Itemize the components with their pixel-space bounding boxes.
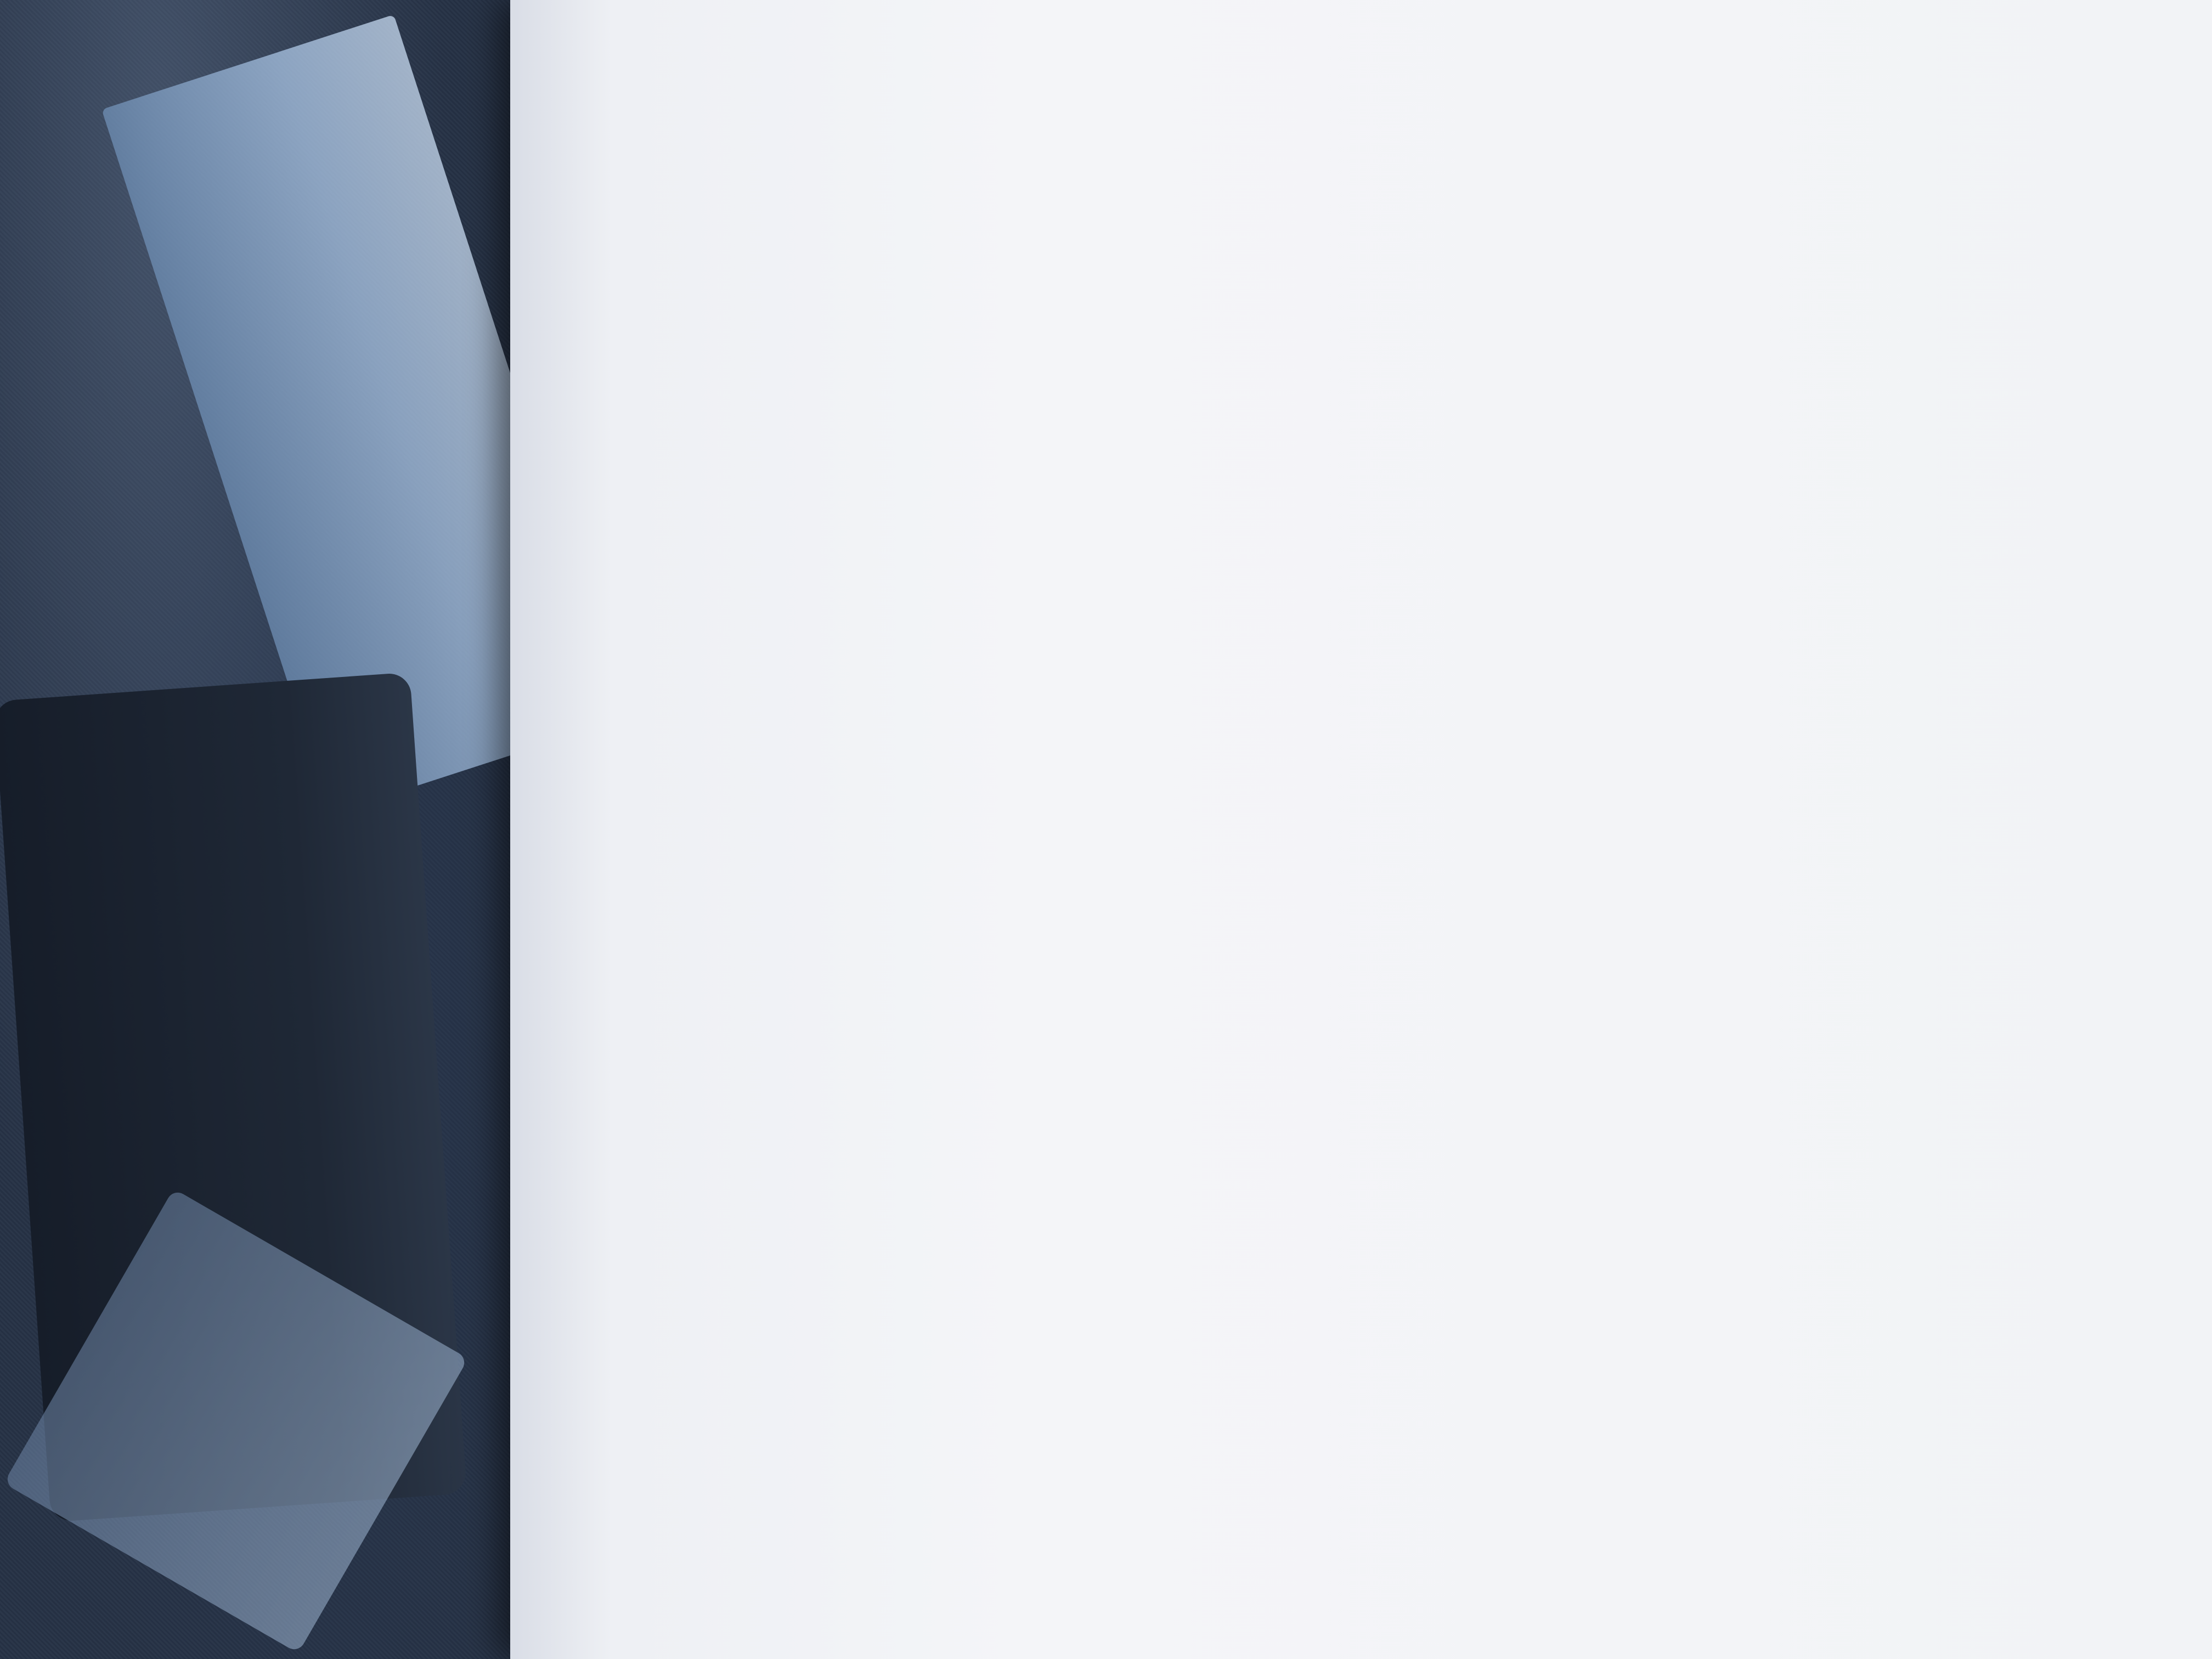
book-page — [510, 0, 2212, 1659]
